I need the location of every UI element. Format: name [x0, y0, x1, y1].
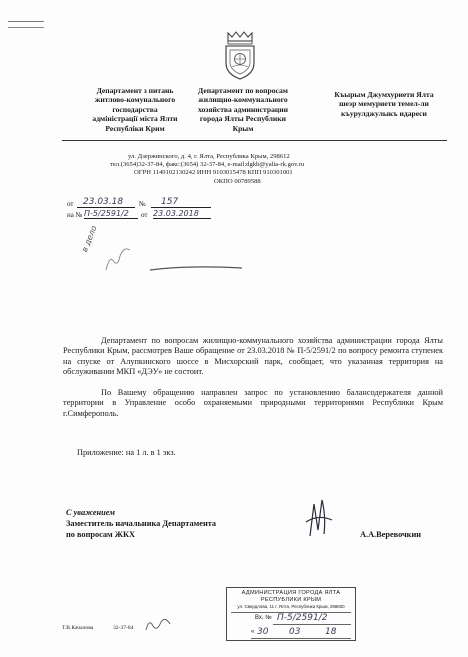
reg-from-date: 23.03.18: [77, 197, 135, 208]
executor-initials-scribble: [143, 614, 173, 634]
header-left-line-3: господарства: [112, 104, 158, 114]
reg-from-label: от: [67, 200, 74, 208]
body-paragraph-1: Департамент по вопросам жилищно-коммунального хозяйства администрации города Ялты Республики Крым, рассмотрев Ваше обращение от 23.03.2018 № П-5/2591/2 по вопросу ремонта ступенек на спуске от Алупкинского шоссе в Мисхорский парк, сообщает, что указанная территория на обслуживании МКП «ДЭУ» не состоит.: [63, 336, 443, 377]
closing-phrase: С уважением: [66, 508, 115, 517]
header-left-line-4: адміністрації міста Ялти: [92, 114, 178, 124]
coat-of-arms-emblem: [222, 30, 258, 82]
stamp-date-year: 18: [325, 627, 337, 637]
signer-position-line-1: Заместитель начальника Департамента: [66, 519, 217, 528]
margin-scribble: [100, 236, 148, 276]
header-russian-name: [183, 86, 303, 133]
stamp-date-month: 03: [289, 627, 301, 637]
attachment-note: Приложение: на 1 л. в 1 экз.: [77, 448, 176, 457]
stamp-in-label: Вх. №: [255, 615, 272, 621]
header-left-line-1: Департамент з питань: [96, 86, 174, 95]
signer-name: А.А.Веревочкин: [360, 530, 422, 539]
contacts-address: ул. Дзержинского, д. 4, г. Ялта, Республика Крым, 298612: [128, 153, 290, 160]
reg-number-label: №: [139, 200, 146, 208]
body-paragraph-2: По Вашему обращению направлен запрос по установлению балансодержателя данной территории в Управление особо охраняемыми природными территориями Республики Крым г.Симферополь.: [63, 388, 443, 418]
header-right-line-1: Къырым Джумхуриети Ялта: [334, 90, 434, 99]
reg-on-from-label: от: [141, 211, 148, 219]
incoming-registration-stamp: [226, 587, 356, 641]
contacts-codes: ОГРН 1149102130242 ИНН 9103015478 КПП 910301001: [134, 169, 293, 177]
reg-on-value: П-5/2591/2: [84, 209, 138, 219]
executor-name: Т.В.Качалова: [62, 625, 94, 631]
scan-mark-top: [8, 21, 44, 22]
reg-number-value: 157: [151, 197, 211, 208]
header-ukrainian-name: [72, 86, 198, 133]
header-divider: [62, 140, 447, 141]
pen-stroke: [148, 262, 244, 274]
header-left-line-2: житлово-комунального: [94, 95, 176, 105]
header-center-line-2: жилищно-коммунального: [198, 95, 288, 105]
stamp-date-day: 30: [257, 627, 269, 637]
header-left-line-5: Республіки Крим: [105, 123, 165, 133]
stamp-rule-2: [273, 624, 351, 625]
header-center-line-4: города Ялты Республики: [199, 114, 287, 124]
executor-phone: 32-37-84: [113, 625, 134, 631]
stamp-line-1: АДМИНИСТРАЦИЯ ГОРОДА ЯЛТА: [241, 590, 341, 596]
signer-position-line-2: по вопросам ЖКХ: [66, 530, 135, 539]
contacts-phones: тел.(3654)32-37-84, факс:(3654) 32-37-84, e-mail:dgkh@yalta-rk.gov.ru: [110, 161, 305, 169]
contacts-block: [110, 153, 410, 186]
stamp-in-number: П-5/2591/2: [277, 613, 328, 623]
stamp-rule-3: [251, 638, 351, 639]
header-right-line-2: шеэр мемуриети темел-ли: [339, 99, 429, 109]
stamp-date-prefix: «: [251, 629, 255, 635]
contacts-okpo: ОКПО 00789588: [214, 177, 261, 185]
reg-on-label: на №: [67, 211, 83, 219]
registration-line-2: [67, 210, 217, 221]
header-center-line-5: Крым: [232, 123, 254, 133]
header-center-line-1: Департамент по вопросам: [198, 86, 288, 95]
header-center-line-3: хозяйства администрации: [197, 104, 288, 114]
margin-note: в дело: [80, 224, 99, 254]
reg-on-from-date: 23.03.2018: [153, 209, 211, 219]
stamp-line-3: ул. Свердлова, 11 г. Ялта, Республика Крым, 298600: [237, 604, 345, 609]
header-crimean-tatar-name: [320, 90, 448, 118]
stamp-line-2: РЕСПУБЛИКИ КРЫМ: [260, 597, 322, 603]
handwritten-signature: [300, 496, 336, 540]
header-right-line-3: къурулджулыкъ идареси: [341, 108, 427, 118]
scan-mark-bottom: [8, 27, 44, 28]
